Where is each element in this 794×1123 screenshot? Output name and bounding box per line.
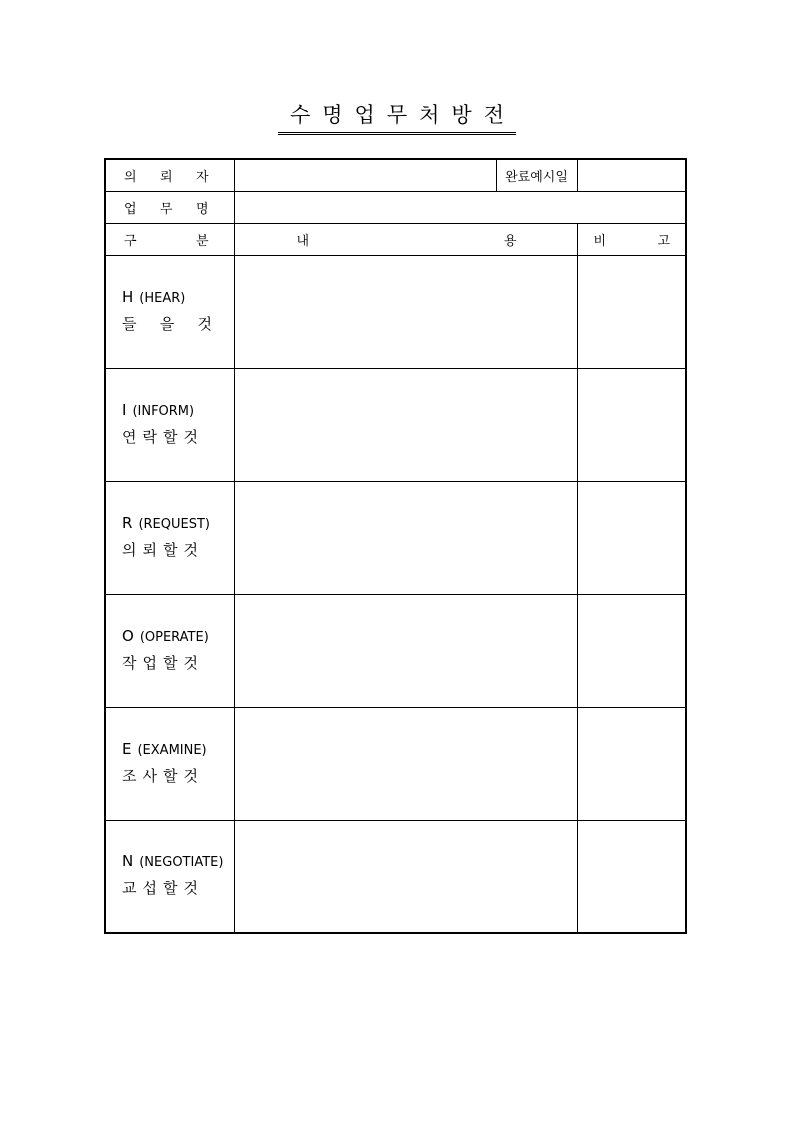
section-row-operate (105, 594, 686, 707)
completion-date-label: 완료예시일 (496, 159, 577, 191)
section-content-hear[interactable] (234, 255, 577, 368)
document-title: 수명업무처방전 (278, 100, 516, 135)
category-header: 구 분 (105, 223, 234, 255)
task-name-field[interactable] (234, 191, 686, 223)
section-label-negotiate: N (NEGOTIATE) 교섭할것 (105, 820, 234, 933)
section-label-hear: H (HEAR) 들 을 것 (105, 255, 234, 368)
section-remarks-inform[interactable] (577, 368, 686, 481)
section-row-examine (105, 707, 686, 820)
task-name-label: 업 무 명 (105, 191, 234, 223)
section-label-examine: E (EXAMINE) 조사할것 (105, 707, 234, 820)
section-row-negotiate (105, 820, 686, 933)
requester-field[interactable] (234, 159, 496, 191)
section-label-operate: O (OPERATE) 작업할것 (105, 594, 234, 707)
section-remarks-request[interactable] (577, 481, 686, 594)
section-label-request: R (REQUEST) 의뢰할것 (105, 481, 234, 594)
section-remarks-examine[interactable] (577, 707, 686, 820)
section-remarks-negotiate[interactable] (577, 820, 686, 933)
header-row (105, 223, 686, 255)
section-content-negotiate[interactable] (234, 820, 577, 933)
content-header: 내 용 (234, 223, 577, 255)
completion-date-field[interactable] (577, 159, 686, 191)
section-row-hear (105, 255, 686, 368)
section-label-inform: I (INFORM) 연락할것 (105, 368, 234, 481)
section-remarks-hear[interactable] (577, 255, 686, 368)
section-content-inform[interactable] (234, 368, 577, 481)
requester-label: 의 뢰 자 (105, 159, 234, 191)
prescription-form (104, 158, 687, 934)
requester-row (105, 159, 686, 191)
document-title-wrap (0, 100, 794, 135)
section-remarks-operate[interactable] (577, 594, 686, 707)
section-content-examine[interactable] (234, 707, 577, 820)
section-row-request (105, 481, 686, 594)
remarks-header: 비 고 (577, 223, 686, 255)
section-content-request[interactable] (234, 481, 577, 594)
section-row-inform (105, 368, 686, 481)
task-name-row (105, 191, 686, 223)
section-content-operate[interactable] (234, 594, 577, 707)
